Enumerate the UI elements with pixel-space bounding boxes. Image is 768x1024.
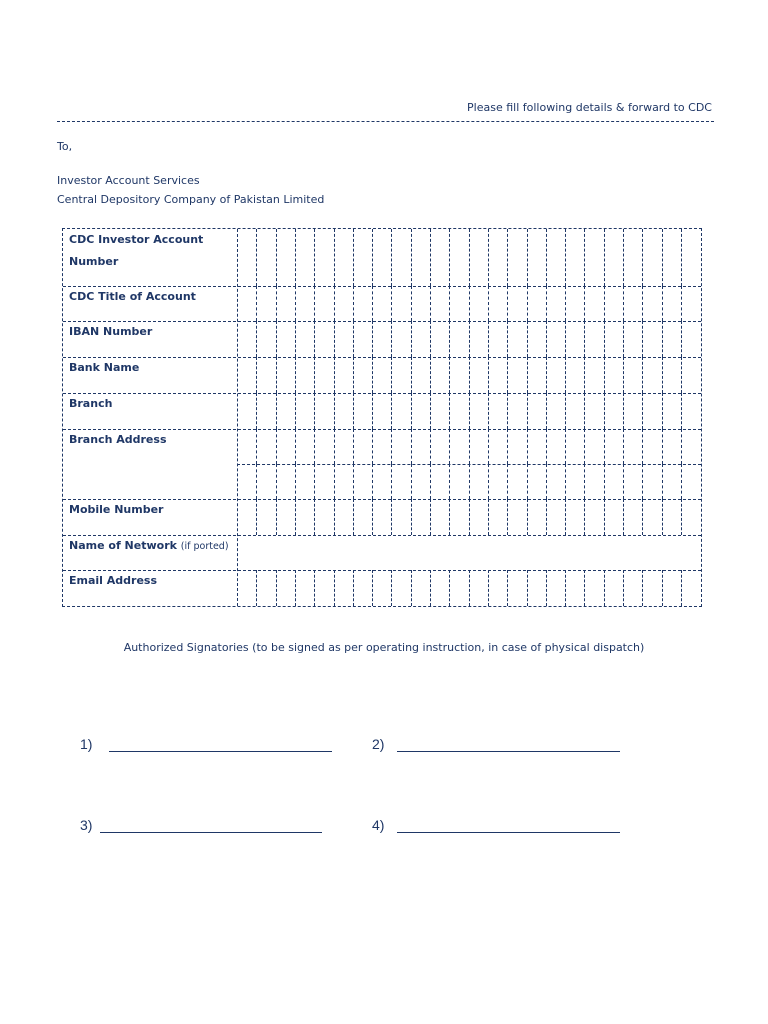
signatory-4-number: 4) xyxy=(372,817,385,833)
field-label-branch-address: Branch Address xyxy=(69,433,167,446)
address-to: To, xyxy=(57,140,73,153)
character-entry-row[interactable] xyxy=(237,321,701,357)
field-label-iban-number: IBAN Number xyxy=(69,325,153,338)
address-line-1: Investor Account Services xyxy=(57,174,200,187)
signatory-3-signature-line[interactable] xyxy=(100,832,322,833)
field-label-if-ported-note: (if ported) xyxy=(180,541,229,552)
signatory-4-signature-line[interactable] xyxy=(397,832,620,833)
field-label-name-of-network xyxy=(69,535,234,558)
address-line-2: Central Depository Company of Pakistan Limited xyxy=(57,193,325,206)
field-label-mobile-number: Mobile Number xyxy=(69,503,164,516)
name-of-network-entry[interactable] xyxy=(237,535,701,570)
field-label-cdc-title-of-account: CDC Title of Account xyxy=(69,290,196,303)
character-entry-row[interactable] xyxy=(237,229,701,286)
field-label-bank-name: Bank Name xyxy=(69,361,140,374)
account-details-form xyxy=(62,228,702,607)
character-entry-row[interactable] xyxy=(237,429,701,464)
form-instruction-note: Please fill following details & forward to CDC xyxy=(467,101,712,114)
character-entry-row[interactable] xyxy=(237,570,701,606)
character-entry-row[interactable] xyxy=(237,286,701,321)
signatory-1-number: 1) xyxy=(80,736,93,752)
signatory-2-number: 2) xyxy=(372,736,385,752)
signatory-3-number: 3) xyxy=(80,817,93,833)
character-entry-row[interactable] xyxy=(237,464,701,499)
field-label-name-of-network-text: Name of Network xyxy=(69,539,177,552)
field-label-branch: Branch xyxy=(69,397,113,410)
character-entry-row[interactable] xyxy=(237,357,701,393)
signatories-title: Authorized Signatories (to be signed as per operating instruction, in case of physical dispatch) xyxy=(123,641,645,654)
field-label-cdc-investor-account-number: CDC Investor Account Number xyxy=(69,233,204,268)
signatory-1-signature-line[interactable] xyxy=(109,751,332,752)
character-entry-row[interactable] xyxy=(237,393,701,429)
signatory-2-signature-line[interactable] xyxy=(397,751,620,752)
character-entry-row[interactable] xyxy=(237,499,701,535)
field-label-email-address: Email Address xyxy=(69,574,158,587)
header-divider xyxy=(57,121,714,122)
